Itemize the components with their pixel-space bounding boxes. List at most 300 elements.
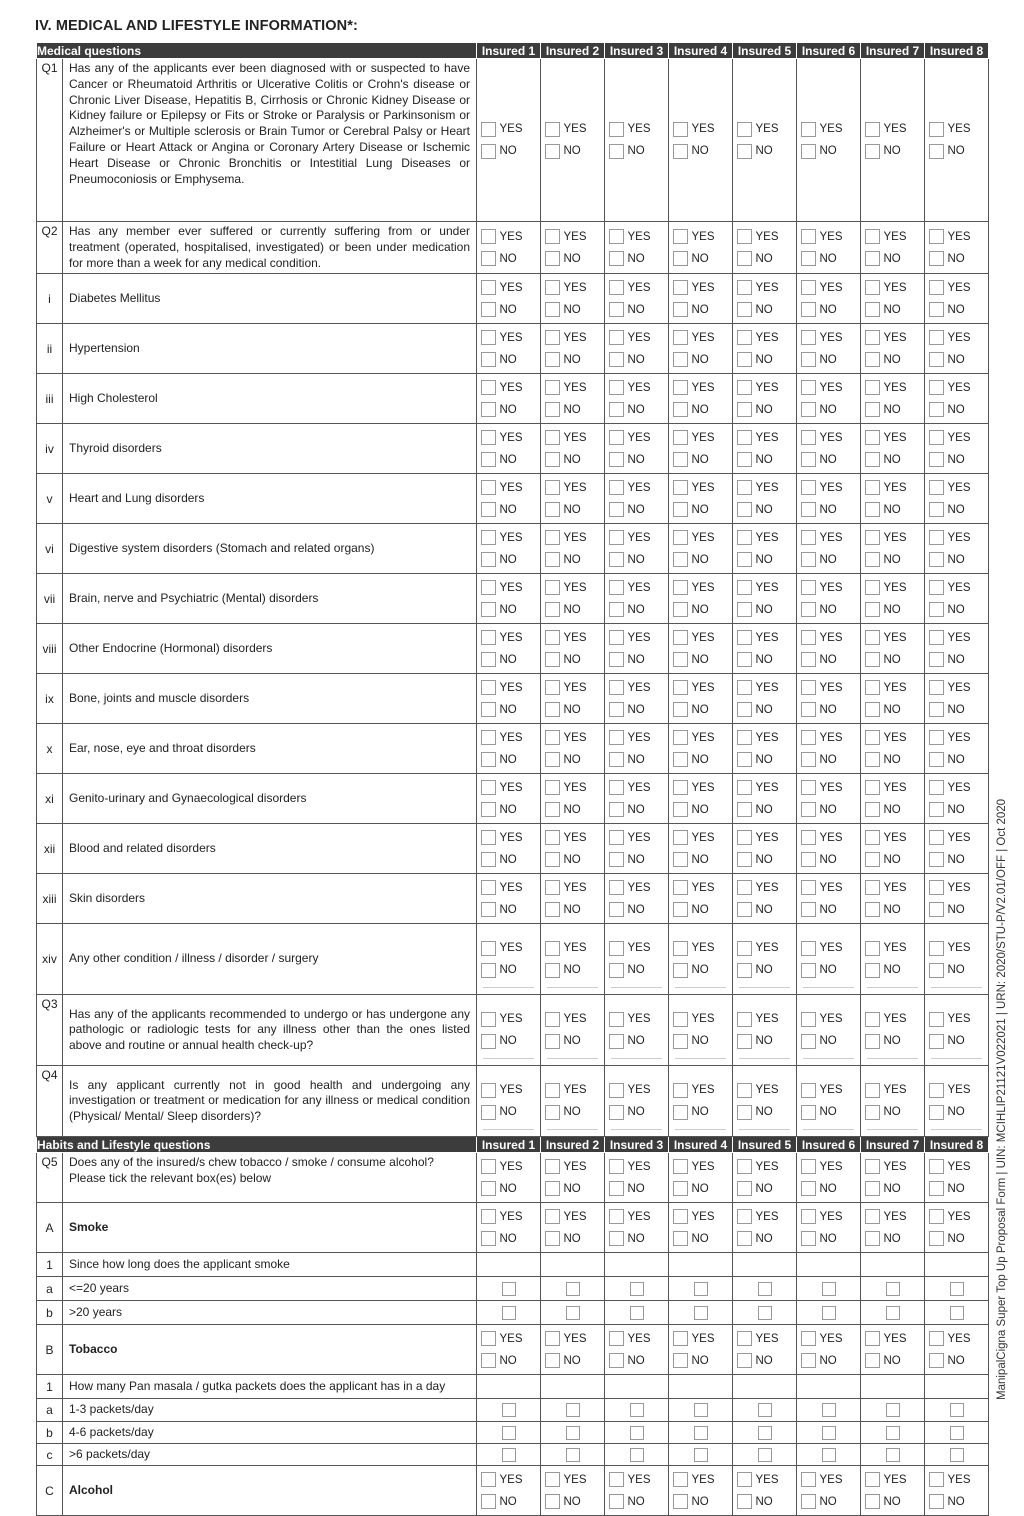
yes-option[interactable]: [865, 779, 921, 796]
no-checkbox[interactable]: [481, 1231, 496, 1246]
yes-option[interactable]: [609, 829, 665, 846]
tick-checkbox[interactable]: [822, 1448, 836, 1462]
yes-option[interactable]: [609, 379, 665, 396]
yes-option[interactable]: [481, 479, 537, 496]
no-option[interactable]: [737, 1104, 793, 1121]
yes-checkbox[interactable]: [801, 280, 816, 295]
yes-checkbox[interactable]: [865, 830, 880, 845]
no-option[interactable]: [545, 301, 601, 318]
yes-checkbox[interactable]: [929, 280, 944, 295]
no-checkbox[interactable]: [481, 1034, 496, 1049]
yes-checkbox[interactable]: [545, 430, 560, 445]
no-checkbox[interactable]: [673, 963, 688, 978]
yes-checkbox[interactable]: [865, 1331, 880, 1346]
yes-checkbox[interactable]: [865, 1209, 880, 1224]
yes-checkbox[interactable]: [673, 680, 688, 695]
no-checkbox[interactable]: [673, 144, 688, 159]
no-checkbox[interactable]: [481, 963, 496, 978]
yes-option[interactable]: [481, 940, 537, 957]
yes-checkbox[interactable]: [929, 122, 944, 137]
no-option[interactable]: [929, 501, 985, 518]
no-option[interactable]: [801, 751, 857, 768]
no-option[interactable]: [545, 551, 601, 568]
yes-checkbox[interactable]: [929, 1331, 944, 1346]
yes-option[interactable]: [737, 779, 793, 796]
no-option[interactable]: [865, 962, 921, 979]
no-checkbox[interactable]: [545, 402, 560, 417]
yes-checkbox[interactable]: [737, 1012, 752, 1027]
yes-option[interactable]: [929, 579, 985, 596]
no-checkbox[interactable]: [545, 352, 560, 367]
no-checkbox[interactable]: [929, 144, 944, 159]
yes-option[interactable]: [929, 729, 985, 746]
yes-checkbox[interactable]: [545, 1012, 560, 1027]
yes-checkbox[interactable]: [673, 1209, 688, 1224]
no-option[interactable]: [865, 1180, 921, 1197]
tick-checkbox[interactable]: [694, 1306, 708, 1320]
no-checkbox[interactable]: [545, 1231, 560, 1246]
no-option[interactable]: [609, 651, 665, 668]
yes-checkbox[interactable]: [609, 680, 624, 695]
no-option[interactable]: [673, 451, 729, 468]
tick-checkbox[interactable]: [566, 1448, 580, 1462]
yes-checkbox[interactable]: [865, 1159, 880, 1174]
yes-checkbox[interactable]: [865, 122, 880, 137]
tick-checkbox[interactable]: [950, 1403, 964, 1417]
no-checkbox[interactable]: [481, 302, 496, 317]
yes-option[interactable]: [801, 729, 857, 746]
no-checkbox[interactable]: [801, 963, 816, 978]
yes-option[interactable]: [545, 940, 601, 957]
no-checkbox[interactable]: [481, 1105, 496, 1120]
no-checkbox[interactable]: [929, 1105, 944, 1120]
no-option[interactable]: [929, 301, 985, 318]
yes-option[interactable]: [737, 429, 793, 446]
yes-option[interactable]: [545, 1330, 601, 1347]
no-option[interactable]: [865, 1352, 921, 1369]
yes-option[interactable]: [737, 729, 793, 746]
no-option[interactable]: [673, 401, 729, 418]
no-option[interactable]: [481, 1230, 537, 1247]
yes-checkbox[interactable]: [545, 680, 560, 695]
yes-option[interactable]: [673, 829, 729, 846]
no-checkbox[interactable]: [929, 602, 944, 617]
yes-option[interactable]: [673, 429, 729, 446]
yes-option[interactable]: [865, 1471, 921, 1488]
no-option[interactable]: [929, 1033, 985, 1050]
no-checkbox[interactable]: [545, 752, 560, 767]
yes-option[interactable]: [609, 228, 665, 245]
yes-option[interactable]: [865, 429, 921, 446]
yes-checkbox[interactable]: [737, 580, 752, 595]
yes-checkbox[interactable]: [609, 280, 624, 295]
no-option[interactable]: [737, 143, 793, 160]
yes-checkbox[interactable]: [545, 730, 560, 745]
no-checkbox[interactable]: [929, 502, 944, 517]
no-option[interactable]: [481, 751, 537, 768]
no-checkbox[interactable]: [801, 302, 816, 317]
no-checkbox[interactable]: [673, 302, 688, 317]
yes-checkbox[interactable]: [801, 880, 816, 895]
yes-checkbox[interactable]: [481, 122, 496, 137]
no-checkbox[interactable]: [801, 1034, 816, 1049]
no-checkbox[interactable]: [737, 452, 752, 467]
yes-option[interactable]: [609, 679, 665, 696]
no-checkbox[interactable]: [609, 1353, 624, 1368]
yes-option[interactable]: [929, 228, 985, 245]
yes-option[interactable]: [929, 1082, 985, 1099]
no-option[interactable]: [801, 701, 857, 718]
yes-checkbox[interactable]: [801, 1331, 816, 1346]
yes-checkbox[interactable]: [481, 480, 496, 495]
no-checkbox[interactable]: [737, 902, 752, 917]
yes-checkbox[interactable]: [801, 830, 816, 845]
no-option[interactable]: [481, 701, 537, 718]
yes-option[interactable]: [609, 329, 665, 346]
no-option[interactable]: [865, 901, 921, 918]
yes-option[interactable]: [673, 1082, 729, 1099]
yes-option[interactable]: [609, 479, 665, 496]
no-checkbox[interactable]: [609, 144, 624, 159]
yes-checkbox[interactable]: [609, 630, 624, 645]
tick-checkbox[interactable]: [886, 1426, 900, 1440]
yes-option[interactable]: [609, 1208, 665, 1225]
yes-checkbox[interactable]: [673, 1083, 688, 1098]
yes-checkbox[interactable]: [481, 1472, 496, 1487]
no-option[interactable]: [929, 851, 985, 868]
yes-option[interactable]: [481, 228, 537, 245]
no-checkbox[interactable]: [481, 902, 496, 917]
yes-option[interactable]: [481, 1330, 537, 1347]
yes-checkbox[interactable]: [737, 941, 752, 956]
no-checkbox[interactable]: [801, 702, 816, 717]
yes-option[interactable]: [865, 679, 921, 696]
no-option[interactable]: [801, 1104, 857, 1121]
yes-checkbox[interactable]: [737, 1159, 752, 1174]
yes-checkbox[interactable]: [481, 1012, 496, 1027]
no-option[interactable]: [865, 351, 921, 368]
yes-checkbox[interactable]: [545, 122, 560, 137]
yes-option[interactable]: [801, 779, 857, 796]
yes-option[interactable]: [545, 679, 601, 696]
tick-checkbox[interactable]: [630, 1426, 644, 1440]
no-option[interactable]: [801, 551, 857, 568]
no-option[interactable]: [609, 143, 665, 160]
no-option[interactable]: [481, 143, 537, 160]
yes-checkbox[interactable]: [737, 830, 752, 845]
no-option[interactable]: [545, 751, 601, 768]
no-option[interactable]: [737, 1033, 793, 1050]
no-option[interactable]: [481, 901, 537, 918]
yes-option[interactable]: [801, 479, 857, 496]
no-option[interactable]: [609, 1180, 665, 1197]
no-checkbox[interactable]: [929, 802, 944, 817]
no-checkbox[interactable]: [673, 902, 688, 917]
no-option[interactable]: [673, 901, 729, 918]
yes-option[interactable]: [609, 629, 665, 646]
tick-checkbox[interactable]: [758, 1282, 772, 1296]
yes-option[interactable]: [801, 679, 857, 696]
yes-checkbox[interactable]: [481, 680, 496, 695]
yes-option[interactable]: [673, 940, 729, 957]
no-checkbox[interactable]: [865, 852, 880, 867]
yes-option[interactable]: [865, 1158, 921, 1175]
yes-option[interactable]: [865, 529, 921, 546]
yes-option[interactable]: [673, 879, 729, 896]
no-checkbox[interactable]: [801, 652, 816, 667]
yes-checkbox[interactable]: [673, 380, 688, 395]
yes-option[interactable]: [481, 429, 537, 446]
tick-checkbox[interactable]: [758, 1426, 772, 1440]
yes-option[interactable]: [801, 1158, 857, 1175]
no-option[interactable]: [737, 451, 793, 468]
no-option[interactable]: [481, 501, 537, 518]
yes-option[interactable]: [737, 679, 793, 696]
no-checkbox[interactable]: [609, 452, 624, 467]
no-checkbox[interactable]: [929, 352, 944, 367]
no-checkbox[interactable]: [929, 1353, 944, 1368]
no-checkbox[interactable]: [673, 702, 688, 717]
yes-option[interactable]: [609, 879, 665, 896]
no-option[interactable]: [545, 801, 601, 818]
no-option[interactable]: [801, 1230, 857, 1247]
yes-checkbox[interactable]: [481, 229, 496, 244]
tick-checkbox[interactable]: [694, 1282, 708, 1296]
no-checkbox[interactable]: [929, 452, 944, 467]
yes-option[interactable]: [609, 1158, 665, 1175]
yes-checkbox[interactable]: [545, 280, 560, 295]
no-checkbox[interactable]: [609, 702, 624, 717]
no-option[interactable]: [801, 601, 857, 618]
no-option[interactable]: [673, 250, 729, 267]
no-option[interactable]: [737, 401, 793, 418]
no-option[interactable]: [609, 851, 665, 868]
yes-checkbox[interactable]: [737, 480, 752, 495]
yes-checkbox[interactable]: [609, 1209, 624, 1224]
yes-checkbox[interactable]: [929, 630, 944, 645]
yes-option[interactable]: [737, 1082, 793, 1099]
yes-option[interactable]: [545, 329, 601, 346]
no-checkbox[interactable]: [545, 1105, 560, 1120]
no-checkbox[interactable]: [801, 552, 816, 567]
no-option[interactable]: [929, 143, 985, 160]
no-checkbox[interactable]: [737, 1034, 752, 1049]
no-option[interactable]: [609, 1104, 665, 1121]
yes-checkbox[interactable]: [865, 941, 880, 956]
yes-checkbox[interactable]: [865, 1472, 880, 1487]
no-option[interactable]: [929, 901, 985, 918]
no-option[interactable]: [801, 1180, 857, 1197]
no-checkbox[interactable]: [737, 1231, 752, 1246]
no-option[interactable]: [865, 401, 921, 418]
no-option[interactable]: [929, 1104, 985, 1121]
no-checkbox[interactable]: [801, 352, 816, 367]
no-checkbox[interactable]: [865, 702, 880, 717]
no-option[interactable]: [865, 143, 921, 160]
yes-option[interactable]: [481, 1471, 537, 1488]
yes-option[interactable]: [545, 729, 601, 746]
no-option[interactable]: [929, 751, 985, 768]
no-checkbox[interactable]: [673, 752, 688, 767]
yes-option[interactable]: [673, 1330, 729, 1347]
no-option[interactable]: [929, 1493, 985, 1510]
yes-checkbox[interactable]: [737, 1331, 752, 1346]
no-option[interactable]: [609, 601, 665, 618]
yes-option[interactable]: [481, 329, 537, 346]
yes-checkbox[interactable]: [865, 780, 880, 795]
no-option[interactable]: [481, 401, 537, 418]
no-option[interactable]: [673, 1230, 729, 1247]
yes-checkbox[interactable]: [801, 330, 816, 345]
yes-checkbox[interactable]: [481, 830, 496, 845]
yes-option[interactable]: [481, 121, 537, 138]
yes-checkbox[interactable]: [673, 941, 688, 956]
yes-option[interactable]: [737, 379, 793, 396]
yes-option[interactable]: [609, 1330, 665, 1347]
yes-option[interactable]: [481, 629, 537, 646]
yes-checkbox[interactable]: [545, 1083, 560, 1098]
yes-option[interactable]: [481, 779, 537, 796]
yes-checkbox[interactable]: [545, 1209, 560, 1224]
yes-checkbox[interactable]: [737, 780, 752, 795]
no-option[interactable]: [929, 601, 985, 618]
yes-checkbox[interactable]: [801, 480, 816, 495]
yes-checkbox[interactable]: [929, 380, 944, 395]
tick-checkbox[interactable]: [502, 1306, 516, 1320]
no-option[interactable]: [481, 651, 537, 668]
yes-checkbox[interactable]: [737, 1083, 752, 1098]
yes-option[interactable]: [865, 940, 921, 957]
yes-option[interactable]: [673, 1471, 729, 1488]
no-checkbox[interactable]: [545, 963, 560, 978]
tick-checkbox[interactable]: [502, 1426, 516, 1440]
yes-option[interactable]: [737, 829, 793, 846]
no-option[interactable]: [481, 801, 537, 818]
no-checkbox[interactable]: [673, 802, 688, 817]
yes-checkbox[interactable]: [737, 430, 752, 445]
yes-option[interactable]: [673, 679, 729, 696]
tick-checkbox[interactable]: [630, 1282, 644, 1296]
no-checkbox[interactable]: [673, 352, 688, 367]
yes-checkbox[interactable]: [737, 1472, 752, 1487]
yes-checkbox[interactable]: [609, 780, 624, 795]
yes-checkbox[interactable]: [545, 1472, 560, 1487]
no-option[interactable]: [673, 1104, 729, 1121]
yes-checkbox[interactable]: [481, 380, 496, 395]
no-checkbox[interactable]: [481, 602, 496, 617]
no-option[interactable]: [801, 143, 857, 160]
yes-checkbox[interactable]: [481, 1331, 496, 1346]
no-checkbox[interactable]: [737, 352, 752, 367]
no-checkbox[interactable]: [801, 802, 816, 817]
no-option[interactable]: [673, 651, 729, 668]
tick-checkbox[interactable]: [950, 1306, 964, 1320]
yes-checkbox[interactable]: [929, 780, 944, 795]
yes-option[interactable]: [801, 228, 857, 245]
no-option[interactable]: [801, 250, 857, 267]
yes-checkbox[interactable]: [865, 730, 880, 745]
no-checkbox[interactable]: [865, 352, 880, 367]
yes-checkbox[interactable]: [609, 730, 624, 745]
yes-option[interactable]: [929, 479, 985, 496]
yes-checkbox[interactable]: [801, 530, 816, 545]
yes-checkbox[interactable]: [865, 1083, 880, 1098]
no-checkbox[interactable]: [609, 1034, 624, 1049]
no-option[interactable]: [929, 1352, 985, 1369]
yes-checkbox[interactable]: [929, 430, 944, 445]
yes-checkbox[interactable]: [865, 630, 880, 645]
no-option[interactable]: [737, 751, 793, 768]
yes-checkbox[interactable]: [673, 430, 688, 445]
no-option[interactable]: [737, 701, 793, 718]
yes-checkbox[interactable]: [673, 1331, 688, 1346]
no-option[interactable]: [865, 451, 921, 468]
no-option[interactable]: [865, 851, 921, 868]
yes-checkbox[interactable]: [865, 330, 880, 345]
yes-checkbox[interactable]: [673, 280, 688, 295]
no-checkbox[interactable]: [609, 302, 624, 317]
yes-option[interactable]: [865, 1330, 921, 1347]
no-checkbox[interactable]: [545, 144, 560, 159]
no-option[interactable]: [481, 1180, 537, 1197]
yes-option[interactable]: [673, 279, 729, 296]
tick-checkbox[interactable]: [502, 1448, 516, 1462]
no-option[interactable]: [865, 501, 921, 518]
yes-option[interactable]: [929, 279, 985, 296]
yes-checkbox[interactable]: [545, 941, 560, 956]
no-checkbox[interactable]: [545, 1353, 560, 1368]
yes-option[interactable]: [929, 829, 985, 846]
yes-option[interactable]: [481, 379, 537, 396]
yes-checkbox[interactable]: [801, 1012, 816, 1027]
yes-option[interactable]: [673, 629, 729, 646]
no-option[interactable]: [865, 801, 921, 818]
no-option[interactable]: [801, 401, 857, 418]
yes-option[interactable]: [929, 529, 985, 546]
yes-checkbox[interactable]: [545, 229, 560, 244]
no-checkbox[interactable]: [673, 552, 688, 567]
yes-checkbox[interactable]: [929, 1083, 944, 1098]
no-option[interactable]: [673, 501, 729, 518]
yes-checkbox[interactable]: [801, 1209, 816, 1224]
yes-checkbox[interactable]: [801, 122, 816, 137]
yes-option[interactable]: [673, 329, 729, 346]
no-option[interactable]: [929, 401, 985, 418]
no-checkbox[interactable]: [737, 1494, 752, 1509]
yes-option[interactable]: [929, 679, 985, 696]
no-option[interactable]: [545, 351, 601, 368]
no-option[interactable]: [801, 1493, 857, 1510]
yes-option[interactable]: [929, 329, 985, 346]
no-checkbox[interactable]: [609, 902, 624, 917]
no-checkbox[interactable]: [801, 852, 816, 867]
yes-checkbox[interactable]: [609, 430, 624, 445]
no-checkbox[interactable]: [673, 1353, 688, 1368]
yes-checkbox[interactable]: [673, 880, 688, 895]
yes-option[interactable]: [737, 529, 793, 546]
no-checkbox[interactable]: [929, 302, 944, 317]
tick-checkbox[interactable]: [758, 1448, 772, 1462]
no-option[interactable]: [737, 901, 793, 918]
no-checkbox[interactable]: [545, 652, 560, 667]
yes-option[interactable]: [929, 121, 985, 138]
tick-checkbox[interactable]: [630, 1448, 644, 1462]
tick-checkbox[interactable]: [566, 1403, 580, 1417]
yes-checkbox[interactable]: [737, 680, 752, 695]
no-option[interactable]: [801, 501, 857, 518]
tick-checkbox[interactable]: [566, 1426, 580, 1440]
yes-checkbox[interactable]: [673, 122, 688, 137]
